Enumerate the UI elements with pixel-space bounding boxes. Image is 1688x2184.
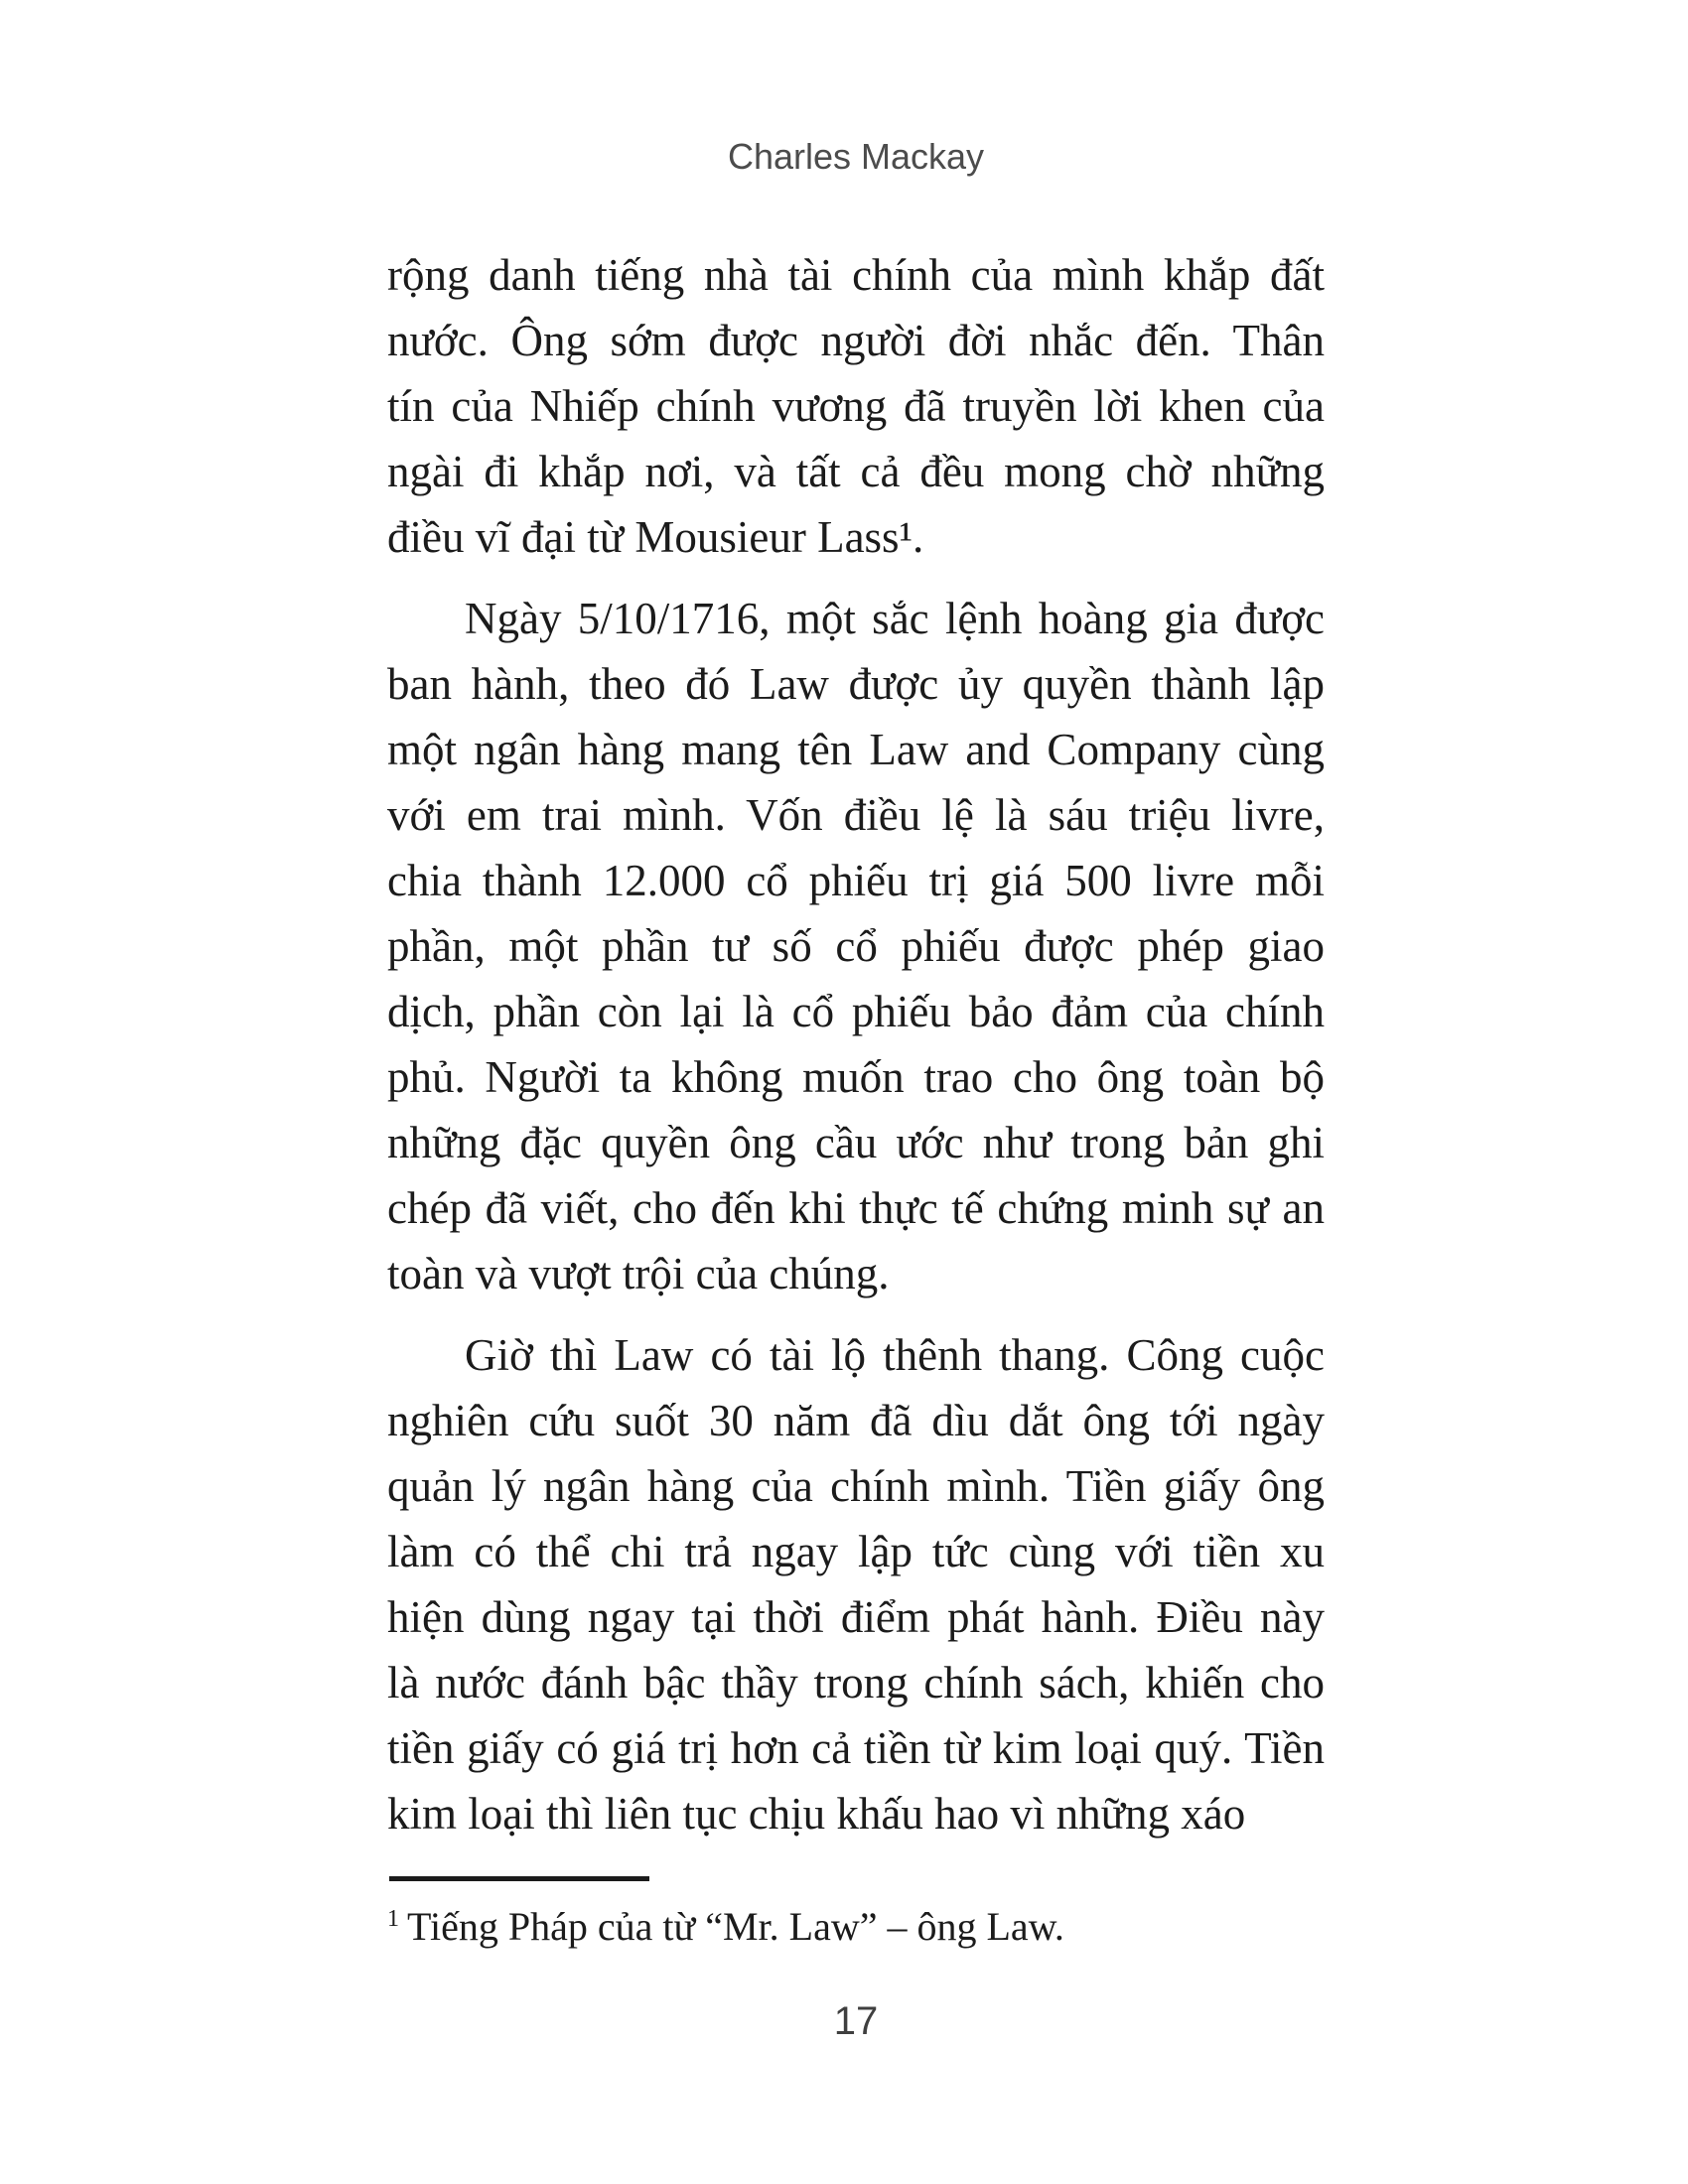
text-line: chia thành 12.000 cổ phiếu trị giá 500 livre mỗi [387, 856, 1325, 905]
text-line: nước. Ông sớm được người đời nhắc đến. Thân [387, 316, 1325, 365]
text-line: tiền giấy có giá trị hơn cả tiền từ kim loại quý. Tiền [387, 1723, 1325, 1773]
text-line: rộng danh tiếng nhà tài chính của mình khắp đất [387, 250, 1325, 300]
footnote-divider [389, 1876, 649, 1881]
footnote-text: Tiếng Pháp của từ “Mr. Law” – ông Law. [407, 1904, 1064, 1949]
text-line: kim loại thì liên tục chịu khấu hao vì những xáo [387, 1789, 1246, 1839]
paragraph [387, 242, 1325, 570]
text-line: hiện dùng ngay tại thời điểm phát hành. Điều này [387, 1592, 1325, 1642]
paragraph [387, 586, 1325, 1306]
page-body [387, 242, 1325, 1846]
text-line: là nước đánh bậc thầy trong chính sách, khiến cho [387, 1658, 1325, 1707]
running-header: Charles Mackay [727, 136, 985, 177]
text-line: nghiên cứu suốt 30 năm đã dìu dắt ông tới ngày [387, 1396, 1325, 1445]
text-line: Giờ thì Law có tài lộ thênh thang. Công cuộc [465, 1330, 1325, 1380]
text-line: ban hành, theo đó Law được ủy quyền thành lập [387, 659, 1325, 709]
text-line: toàn và vượt trội của chúng. [387, 1249, 890, 1298]
text-line: làm có thể chi trả ngay lập tức cùng với tiền xu [387, 1527, 1325, 1576]
text-line: một ngân hàng mang tên Law and Company cùng [387, 725, 1325, 774]
text-line: chép đã viết, cho đến khi thực tế chứng minh sự an [387, 1183, 1325, 1233]
page-number: 17 [833, 1999, 879, 2043]
text-line: ngài đi khắp nơi, và tất cả đều mong chờ những [387, 447, 1325, 496]
text-line: dịch, phần còn lại là cổ phiếu bảo đảm của chính [387, 987, 1325, 1036]
footnote [387, 1898, 1325, 1956]
text-line: những đặc quyền ông cầu ước như trong bản ghi [387, 1118, 1325, 1167]
text-line: phần, một phần tư số cổ phiếu được phép giao [387, 921, 1325, 971]
text-line: điều vĩ đại từ Mousieur Lass¹. [387, 512, 924, 562]
text-line: quản lý ngân hàng của chính mình. Tiền giấy ông [387, 1461, 1325, 1511]
text-line: với em trai mình. Vốn điều lệ là sáu triệu livre, [387, 790, 1325, 840]
text-line: tín của Nhiếp chính vương đã truyền lời khen của [387, 381, 1325, 431]
text-line: phủ. Người ta không muốn trao cho ông toàn bộ [387, 1052, 1325, 1102]
paragraph [387, 1322, 1325, 1846]
text-line: Ngày 5/10/1716, một sắc lệnh hoàng gia được [465, 594, 1325, 643]
footnote-marker: 1 [387, 1905, 399, 1932]
